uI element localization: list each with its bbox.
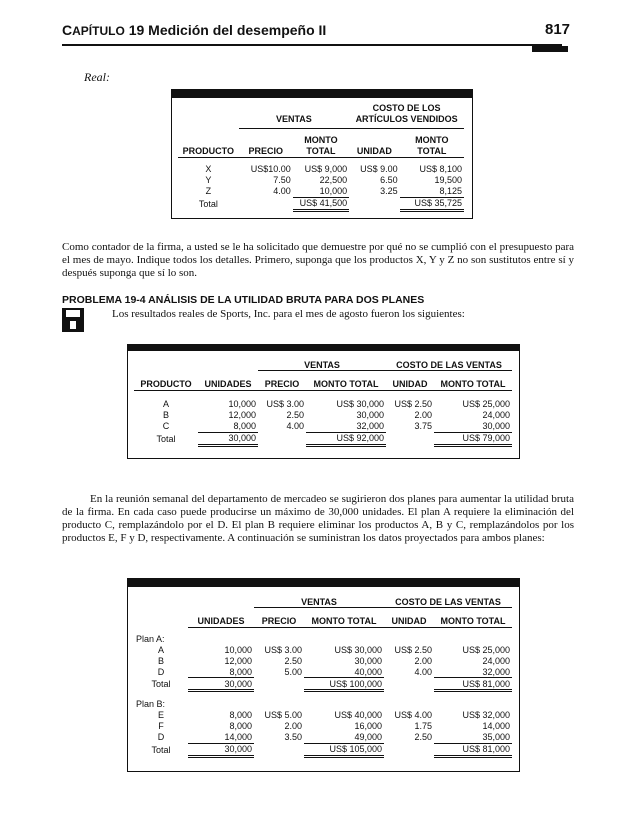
t2-cell: C xyxy=(162,421,170,432)
t1-h-producto: PRODUCTO xyxy=(178,146,239,158)
table1-box xyxy=(171,89,473,219)
t3-cell: 8,000 xyxy=(188,666,254,678)
t1-total-label: Total xyxy=(198,198,218,209)
t1-cell: 22,500 xyxy=(319,175,348,185)
t2-cell: US$ 25,000 xyxy=(462,399,510,409)
t2-h-monto: MONTO TOTAL xyxy=(306,379,386,391)
t1-cell: 19,500 xyxy=(434,175,462,185)
t2-cell: 4.00 xyxy=(286,421,304,432)
table-row xyxy=(134,399,512,410)
table-row xyxy=(134,655,512,666)
t1-costo-heading-2: ARTÍCULOS VENDIDOS xyxy=(355,113,458,124)
chapter-header xyxy=(62,22,326,38)
header-rule xyxy=(62,44,562,46)
t2-h-precio: PRECIO xyxy=(258,379,306,391)
t2-cell: 24,000 xyxy=(482,410,510,420)
t2-total-label: Total xyxy=(156,433,176,444)
t1-total-costo: US$ 35,725 xyxy=(400,197,464,210)
table-row xyxy=(178,175,464,186)
plan-b-label: Plan B: xyxy=(136,699,166,709)
t2-h-producto: PRODUCTO xyxy=(134,379,198,391)
table-total-row xyxy=(134,432,512,445)
t1-h-monto-2: TOTAL xyxy=(293,146,349,158)
t2-cell: 2.00 xyxy=(414,410,432,420)
t1-cell: US$ 8,100 xyxy=(419,164,462,174)
t3-cell: F xyxy=(158,721,164,731)
paragraph-1-text: Como contador de la firma, a usted se le ha solicitado que demuestre por qué no se cumplió con el presupuesto para el mes de mayo. Indique todos los detalles. Primero, suponga que los productos X, Y y Z no son sustitutos entre sí y después suponga que sí lo son. xyxy=(62,241,574,279)
t3-cell: 49,000 xyxy=(304,732,384,744)
table1-topbar xyxy=(172,90,472,98)
t2-total-costo: US$ 79,000 xyxy=(434,432,512,445)
t3-cell: 1.75 xyxy=(414,721,432,731)
t1-cell: 6.50 xyxy=(380,175,398,185)
t3-cell: 14,000 xyxy=(188,732,254,744)
t1-cell: 8,125 xyxy=(400,186,464,198)
problem-title: PROBLEMA 19-4 ANÁLISIS DE LA UTILIDAD BRUTA PARA DOS PLANES xyxy=(62,294,425,306)
t3-cell: US$ 5.00 xyxy=(264,710,302,720)
t1-h-precio: PRECIO xyxy=(239,146,293,158)
t1-cell: Z xyxy=(205,186,212,197)
t2-costo-heading: COSTO DE LAS VENTAS xyxy=(386,359,512,371)
t1-cell: 3.25 xyxy=(380,186,398,197)
t1-cell: 4.00 xyxy=(273,186,291,197)
t3-cell: D xyxy=(157,666,165,677)
t3-b-total-unidades: 30,000 xyxy=(188,743,254,756)
t3-cell: US$ 30,000 xyxy=(334,644,382,655)
table2-topbar xyxy=(128,345,519,351)
t2-h-unidad: UNIDAD xyxy=(386,379,434,391)
t3-costo-heading: COSTO DE LAS VENTAS xyxy=(384,596,512,608)
t1-h-total: TOTAL xyxy=(400,146,464,158)
t3-cell: 4.00 xyxy=(414,666,432,677)
t1-cell: Y xyxy=(205,175,212,185)
t3-cell: 16,000 xyxy=(354,721,382,731)
t3-cell: D xyxy=(157,732,165,743)
t3-h-monto: MONTO TOTAL xyxy=(304,616,384,628)
plan-a-label: Plan A: xyxy=(136,633,165,644)
t3-cell: E xyxy=(157,710,164,720)
t3-cell: US$ 2.50 xyxy=(394,644,432,655)
table-row xyxy=(134,710,512,721)
table-row xyxy=(134,666,512,678)
header-tab-mark xyxy=(532,46,568,52)
t3-cell: 8,000 xyxy=(229,710,252,720)
table3-box xyxy=(127,578,520,772)
t3-a-total-costo: US$ 81,000 xyxy=(434,678,512,691)
page-number: 817 xyxy=(545,21,571,38)
t2-total-monto: US$ 92,000 xyxy=(306,432,386,445)
t2-total-unidades: 30,000 xyxy=(198,432,258,445)
t3-cell: 2.00 xyxy=(414,655,432,666)
t3-cell: A xyxy=(157,644,164,655)
t1-h-monto-1: MONTO xyxy=(304,135,338,145)
t3-cell: 35,000 xyxy=(434,732,512,744)
table3 xyxy=(134,596,512,758)
chapter-number: 19 xyxy=(128,22,145,38)
t3-cell: 14,000 xyxy=(482,721,510,731)
t1-total-monto: US$ 41,500 xyxy=(293,197,349,210)
t2-cell: B xyxy=(162,410,169,420)
t2-cell: 8,000 xyxy=(198,421,258,433)
paragraph-2 xyxy=(62,493,574,545)
t3-cell: US$ 40,000 xyxy=(334,710,382,720)
table2-box xyxy=(127,344,520,459)
table-row xyxy=(134,421,512,433)
t3-b-total-costo: US$ 81,000 xyxy=(434,743,512,756)
t2-cell: 30,000 xyxy=(434,421,512,433)
t3-cell: 10,000 xyxy=(224,644,252,655)
table-row xyxy=(178,164,464,175)
t3-ventas-heading: VENTAS xyxy=(254,596,384,608)
t1-cell: US$10.00 xyxy=(250,164,291,174)
table-row xyxy=(134,732,512,744)
t1-cell: US$ 9.00 xyxy=(360,164,398,174)
table-row xyxy=(134,721,512,732)
t3-cell: US$ 25,000 xyxy=(462,644,510,655)
t2-h-unidades: UNIDADES xyxy=(198,379,258,391)
t3-cell: US$ 3.00 xyxy=(264,644,302,655)
table-total-row xyxy=(134,743,512,756)
table-row xyxy=(134,410,512,421)
t2-cell: US$ 2.50 xyxy=(394,399,432,409)
t3-cell: 30,000 xyxy=(354,655,382,666)
t2-cell: A xyxy=(162,399,169,409)
t1-ventas-heading: VENTAS xyxy=(275,113,312,124)
t2-cell: 12,000 xyxy=(228,410,256,420)
t2-cell: 3.75 xyxy=(414,421,432,432)
table3-topbar xyxy=(128,579,519,587)
t3-cell: B xyxy=(157,655,164,666)
t3-cell: 12,000 xyxy=(224,655,252,666)
t3-cell: US$ 32,000 xyxy=(462,710,510,720)
t2-cell: 32,000 xyxy=(306,421,386,433)
floppy-disk-icon xyxy=(62,308,84,332)
t3-cell: 8,000 xyxy=(229,721,252,731)
t3-a-total-unidades: 30,000 xyxy=(188,678,254,691)
t1-cell: US$ 9,000 xyxy=(304,164,348,174)
table-total-row xyxy=(134,678,512,691)
t2-ventas-heading: VENTAS xyxy=(258,359,386,371)
t1-cell: 7.50 xyxy=(273,175,291,185)
t2-cell: 10,000 xyxy=(228,399,256,409)
t2-cell: US$ 3.00 xyxy=(266,399,304,409)
t3-a-total-label: Total xyxy=(151,679,171,689)
t1-costo-heading-1: COSTO DE LOS xyxy=(372,102,441,113)
t3-cell: 3.50 xyxy=(284,732,302,743)
table-row xyxy=(134,644,512,655)
table-total-row xyxy=(178,197,464,210)
t3-cell: 24,000 xyxy=(482,655,510,666)
t1-h-unidad: UNIDAD xyxy=(349,146,400,158)
t3-h-precio: PRECIO xyxy=(254,616,304,628)
paragraph-1 xyxy=(62,241,574,280)
t3-cell: 2.50 xyxy=(414,732,432,743)
t3-a-total-monto: US$ 100,000 xyxy=(304,678,384,691)
t3-cell: 2.50 xyxy=(284,655,302,666)
t1-h-monto-1b: MONTO xyxy=(415,135,449,145)
t3-b-total-label: Total xyxy=(151,744,171,755)
t3-b-total-monto: US$ 105,000 xyxy=(304,743,384,756)
t1-cell: 10,000 xyxy=(293,186,349,198)
t2-h-monto2: MONTO TOTAL xyxy=(434,379,512,391)
chapter-smallcaps: APÍTULO xyxy=(72,24,125,38)
t3-cell: 5.00 xyxy=(284,666,302,677)
table-row xyxy=(178,186,464,198)
problem-intro: Los resultados reales de Sports, Inc. para el mes de agosto fueron los siguientes: xyxy=(112,308,465,320)
t3-h-unidades: UNIDADES xyxy=(188,616,254,628)
t3-cell: 32,000 xyxy=(434,666,512,678)
t1-cell: X xyxy=(205,164,212,174)
t3-cell: 2.00 xyxy=(284,721,302,731)
t2-cell: 30,000 xyxy=(356,410,384,420)
chapter-cap: C xyxy=(62,22,73,38)
t3-cell: 40,000 xyxy=(304,666,384,678)
t3-h-monto2: MONTO TOTAL xyxy=(434,616,512,628)
t2-cell: US$ 30,000 xyxy=(336,399,384,409)
t2-cell: 2.50 xyxy=(286,410,304,420)
real-label: Real: xyxy=(84,70,110,84)
chapter-title: Medición del desempeño II xyxy=(148,22,327,38)
table2 xyxy=(134,359,512,447)
t3-h-unidad: UNIDAD xyxy=(384,616,434,628)
paragraph-2-text: En la reunión semanal del departamento de mercadeo se sugirieron dos planes para aumentar la utilidad bruta de la firma. En cada caso puede producirse un máximo de 30,000 unidades. El plan A requiere la eliminación del producto C, remplazándolo por el D. El plan B requiere eliminar los productos A, B y C, remplazándolos por los productos E, F y D, respectivamente. A continuación se suministran los datos proyectados para ambos planes: xyxy=(62,493,574,544)
table1 xyxy=(178,102,464,212)
t3-cell: US$ 4.00 xyxy=(394,710,432,720)
